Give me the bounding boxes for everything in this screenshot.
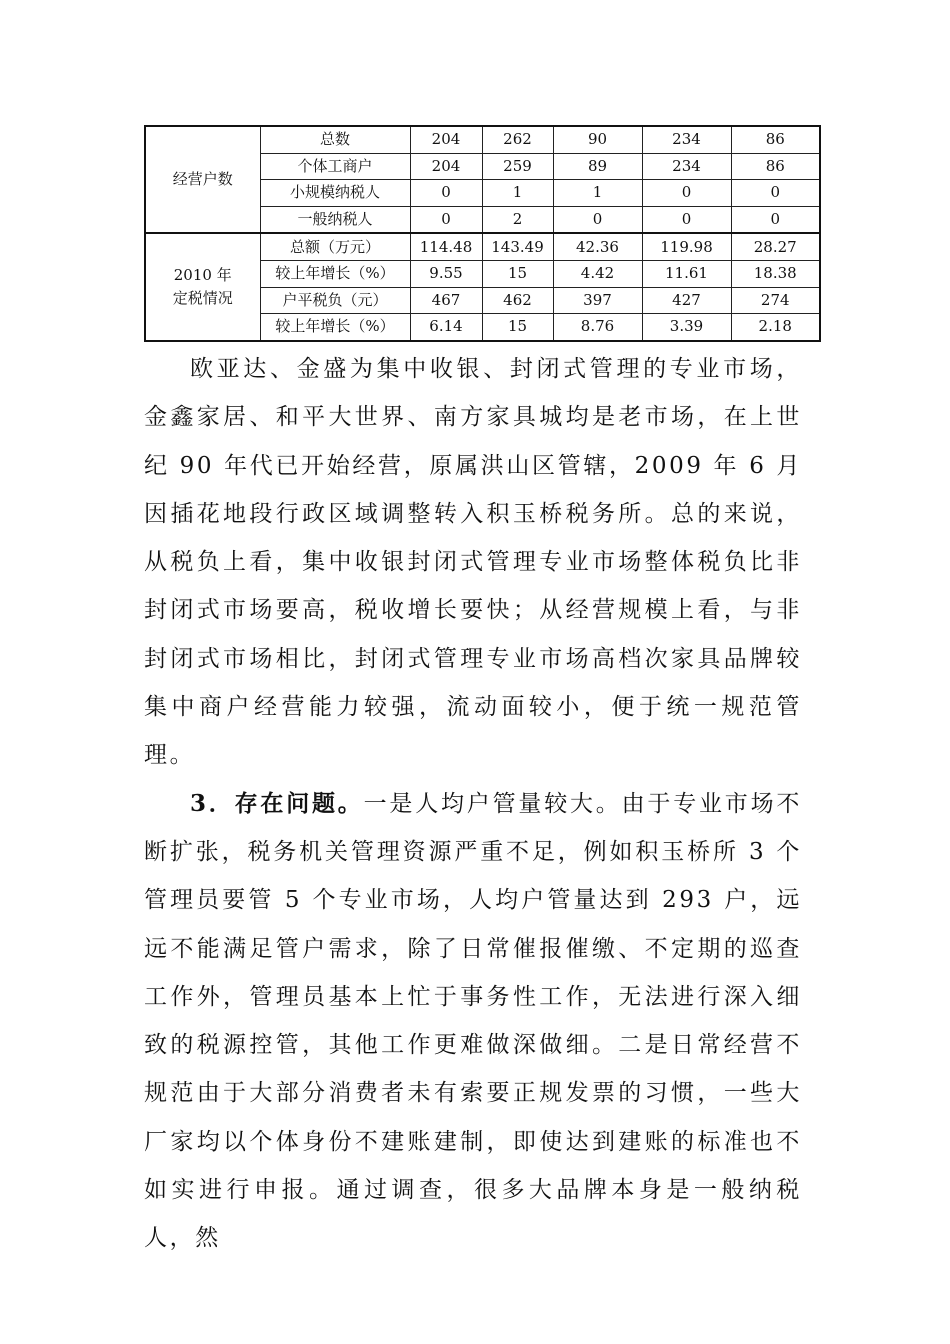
table-cell: 2.18 [731,314,820,341]
table-row [145,233,820,260]
row-label: 个体工商户 [260,153,410,180]
table-cell: 3.39 [642,314,731,341]
table-cell: 262 [482,126,553,153]
table-cell: 143.49 [482,233,553,260]
table-cell: 234 [642,153,731,180]
row-label: 一般纳税人 [260,206,410,233]
table-cell: 462 [482,287,553,314]
table-cell: 119.98 [642,233,731,260]
table-cell: 0 [731,206,820,233]
table-cell: 4.42 [553,260,642,287]
row-label: 较上年增长（%） [260,260,410,287]
tax-statistics-table [144,125,821,342]
table-cell: 86 [731,126,820,153]
table-cell: 427 [642,287,731,314]
table-row [145,126,820,153]
table-cell: 259 [482,153,553,180]
table-cell: 467 [410,287,482,314]
table-cell: 0 [642,206,731,233]
table-cell: 1 [553,180,642,207]
group-label-households [145,126,260,233]
table-cell: 15 [482,260,553,287]
table-cell: 18.38 [731,260,820,287]
section-heading: 3．存在问题。 [190,789,364,817]
table-cell: 90 [553,126,642,153]
table-cell: 89 [553,153,642,180]
body-text [144,345,802,1263]
table-cell: 6.14 [410,314,482,341]
table-cell: 234 [642,126,731,153]
table-cell: 42.36 [553,233,642,260]
table-cell: 204 [410,153,482,180]
table-cell: 397 [553,287,642,314]
group-label-line1: 2010 年 [173,265,232,284]
table-cell: 0 [731,180,820,207]
table-cell: 8.76 [553,314,642,341]
group-label-line2: 定税情况 [172,289,233,308]
table-cell: 9.55 [410,260,482,287]
paragraph-body: 一是人均户管量较大。由于专业市场不断扩张，税务机关管理资源严重不足，例如积玉桥所 3 个管理员要管 5 个专业市场，人均户管量达到 293 户，远远不能满足管户需求，除了日常催报催缴、不定期的巡查工作外，管理员基本上忙于事务性工作，无法进行深入细致的税源控管，其他工作更难做深做细。二是日常经营不规范由于大部分消费者未有索要正规发票的习惯，一些大厂家均以个体身份不建账建制，即使达到建账的标准也不如实进行申报。通过调查，很多大品牌本身是一般纳税人，然 [144,790,802,1252]
table-cell: 1 [482,180,553,207]
group-label-text: 经营户数 [172,170,233,189]
table-cell: 11.61 [642,260,731,287]
group-label-tax-2010 [145,233,260,340]
row-label: 户平税负（元） [260,287,410,314]
paragraph-market-comparison: 欧亚达、金盛为集中收银、封闭式管理的专业市场，金鑫家居、和平大世界、南方家具城均是老市场，在上世纪 90 年代已开始经营，原属洪山区管辖，2009 年 6 月因插花地段行政区域调整转入积玉桥税务所。总的来说，从税负上看，集中收银封闭式管理专业市场整体税负比非封闭式市场要高，税收增长要快；从经营规模上看，与非封闭式市场相比，封闭式管理专业市场高档次家具品牌较集中商户经营能力较强，流动面较小，便于统一规范管理。 [144,356,802,769]
row-label: 小规模纳税人 [260,180,410,207]
row-label: 总额（万元） [260,233,410,260]
table-cell: 0 [642,180,731,207]
table-cell: 0 [410,206,482,233]
table-cell: 204 [410,126,482,153]
table-cell: 274 [731,287,820,314]
paragraph-existing-problems [144,780,802,1263]
table-cell: 2 [482,206,553,233]
row-label: 较上年增长（%） [260,314,410,341]
table-cell: 0 [553,206,642,233]
table-cell: 15 [482,314,553,341]
row-label: 总数 [260,126,410,153]
table-cell: 86 [731,153,820,180]
table-cell: 28.27 [731,233,820,260]
table-cell: 114.48 [410,233,482,260]
table-cell: 0 [410,180,482,207]
